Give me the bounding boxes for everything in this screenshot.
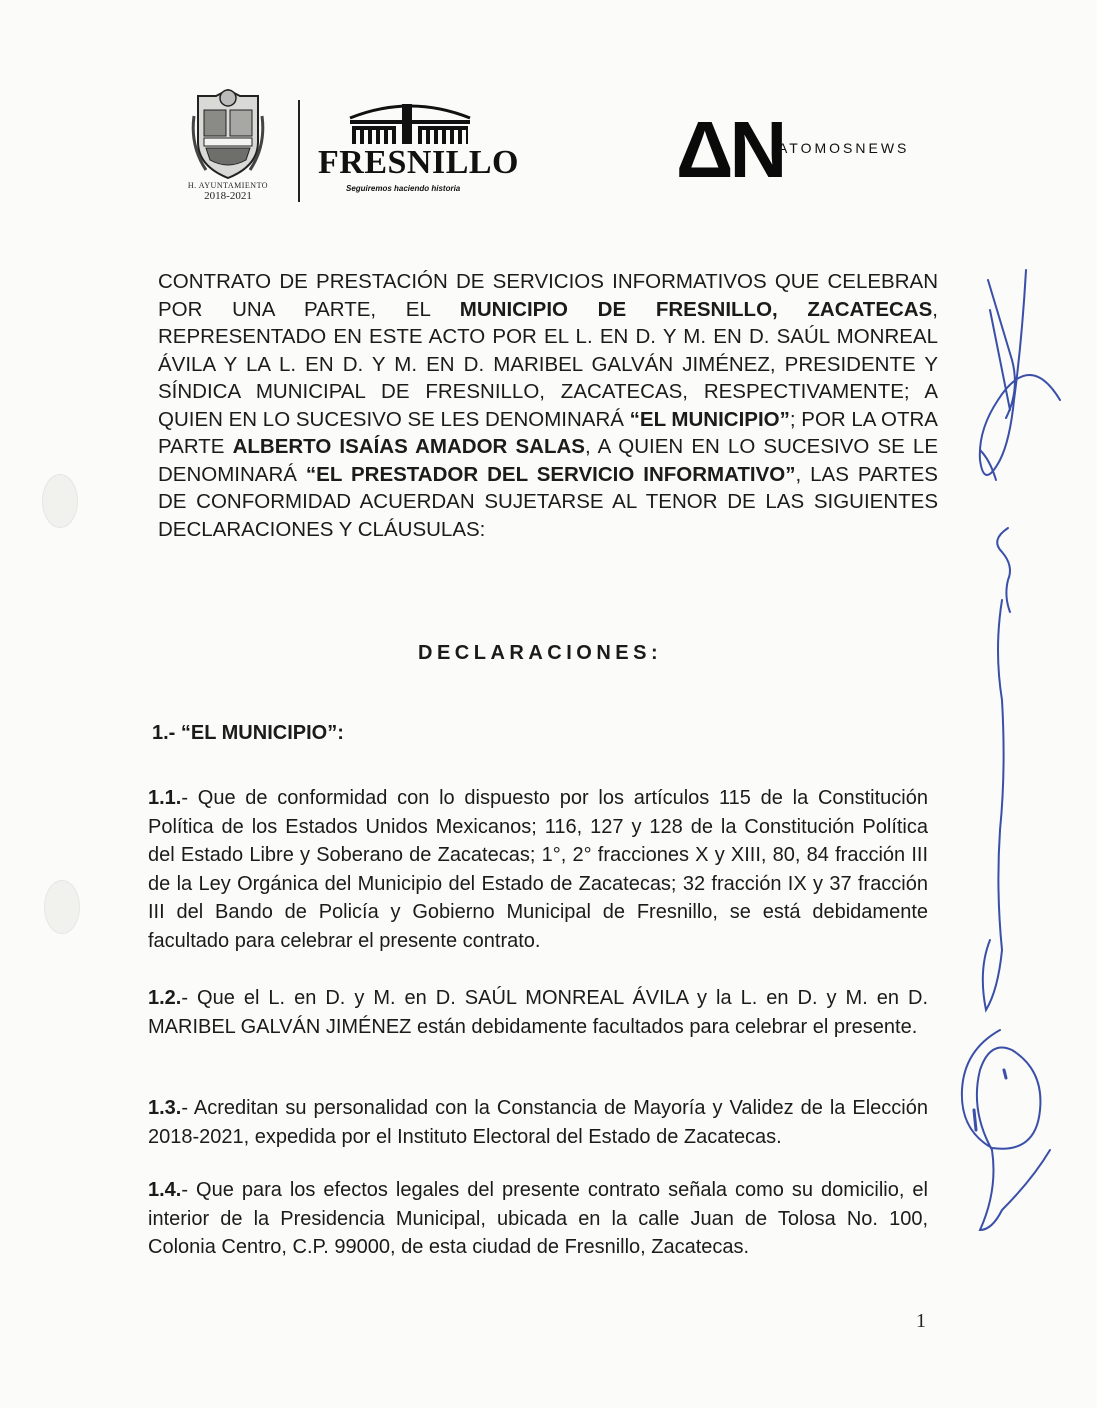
intro-party-municipio: MUNICIPIO DE FRESNILLO, ZACATECAS: [459, 297, 933, 321]
clause-1-4: [148, 1176, 928, 1262]
margin-signatures: [940, 250, 1090, 1310]
section-1-heading: 1.- “EL MUNICIPIO”:: [152, 722, 344, 744]
seal-caption: [178, 180, 278, 202]
fresnillo-wordmark: FRESNILLO: [318, 144, 519, 181]
clause-number: 1.4.: [148, 1179, 182, 1201]
clause-number: 1.1.: [148, 787, 182, 809]
intro-term-el-municipio: “EL MUNICIPIO”: [629, 407, 790, 431]
clause-number: 1.2.: [148, 987, 182, 1009]
intro-text: , LAS PARTES DE CONFORMIDAD ACUERDAN SUJETARSE AL TENOR DE LAS SIGUIENTES DECLARACIONES Y CLÁUSULAS:: [158, 462, 938, 541]
punch-hole-mark: [42, 474, 78, 528]
intro-text: , A QUIEN EN LO SUCESIVO SE LE DENOMINARÁ: [158, 435, 938, 486]
seal-caption-line1: H. AYUNTAMIENTO: [187, 181, 269, 190]
clause-text: - Que para los efectos legales del presente contrato señala como su domicilio, el interior de la Presidencia Municipal, ubicada en la calle Juan de Tolosa No. 100, Colonia Centro, C.P. 99000, de esta ciudad de Fresnillo, Zacatecas.: [148, 1179, 928, 1258]
intro-party-prestador: ALBERTO ISAÍAS AMADOR SALAS: [232, 435, 585, 458]
municipal-seal-logo: [188, 86, 268, 182]
clause-text: - Que de conformidad con lo dispuesto por los artículos 115 de la Constitución Política de los Estados Unidos Mexicanos; 116, 127 y 128 de la Constitución Política del Estado Libre y Soberano de Zacatecas; 1°, 2° fracciones X y XIII, 80, 84 fracción III de la Ley Orgánica del Municipio del Estado de Zacatecas; 32 fracción IX y 37 fracción III del Bando de Policía y Gobierno Municipal de Fresnillo, se está debidamente facultado para celebrar el presente contrato.: [148, 787, 928, 952]
page-number: 1: [916, 1310, 926, 1332]
clause-1-2: [148, 984, 928, 1041]
clause-1-1: [148, 784, 928, 955]
intro-text: CONTRATO DE PRESTACIÓN DE SERVICIOS INFORMATIVOS QUE CELEBRAN POR UNA PARTE, EL: [158, 270, 938, 321]
punch-hole-mark: [44, 880, 80, 934]
contract-intro-paragraph: [158, 268, 938, 543]
clause-number: 1.3.: [148, 1097, 182, 1119]
atomos-news-logo-mark: ΔN: [676, 105, 784, 194]
intro-term-prestador: “EL PRESTADOR DEL SERVICIO INFORMATIVO”: [305, 462, 796, 486]
declarations-heading: DECLARACIONES:: [418, 642, 663, 664]
intro-text: , REPRESENTADO EN ESTE ACTO POR EL L. EN D. Y M. EN D. SAÚL MONREAL ÁVILA Y LA L. EN D. Y M. EN D. MARIBEL GALVÁN JIMÉNEZ, PRESIDENTE Y SÍNDICA MUNICIPAL DE FRESNILLO, ZACATECAS, RESPECTIVAMENTE; A QUIEN EN LO SUCESIVO SE LES DENOMINARÁ: [158, 297, 938, 431]
atomos-news-wordmark: ATOMOSNEWS: [778, 140, 910, 156]
fresnillo-slogan: Seguiremos haciendo historia: [346, 184, 461, 193]
clause-1-3: [148, 1094, 928, 1151]
clause-text: - Acreditan su personalidad con la Constancia de Mayoría y Validez de la Elección 2018-2021, expedida por el Instituto Electoral del Estado de Zacatecas.: [148, 1097, 928, 1148]
fresnillo-building-logo: [346, 98, 474, 146]
intro-text: ; POR LA OTRA PARTE: [158, 407, 938, 458]
clause-text: - Que el L. en D. y M. en D. SAÚL MONREAL ÁVILA y la L. en D. y M. en D. MARIBEL GALVÁN JIMÉNEZ están debidamente facultados para celebrar el presente.: [148, 987, 928, 1038]
header-divider: [298, 100, 300, 202]
seal-caption-line2: 2018-2021: [204, 190, 252, 202]
